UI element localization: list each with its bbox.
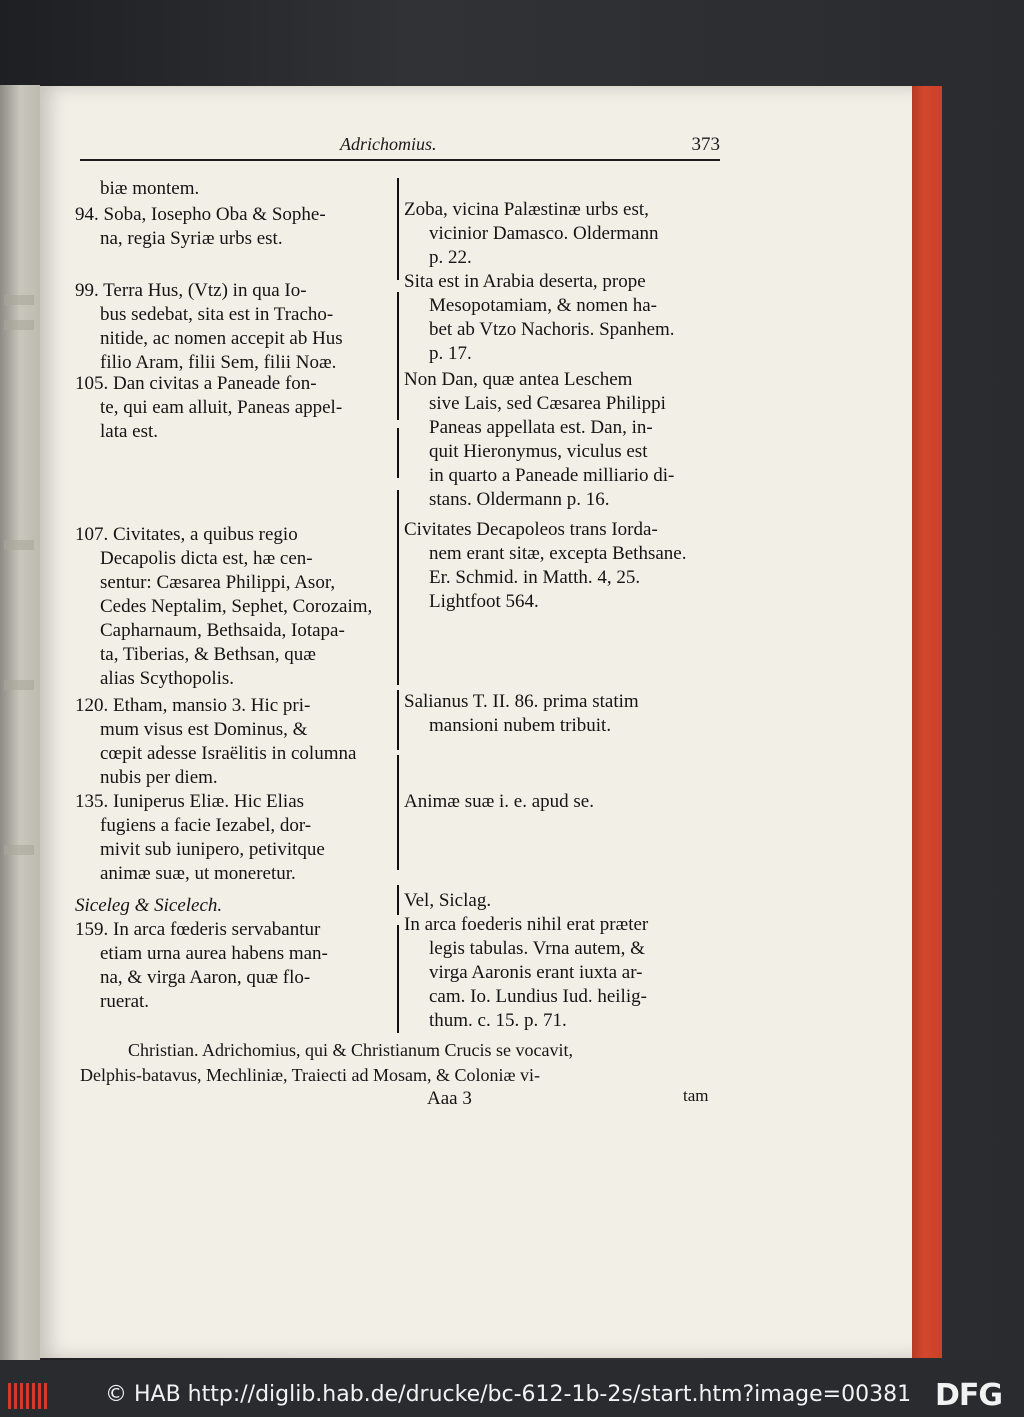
text-line: 105. Dan civitas a Paneade fon- [75, 373, 317, 394]
text-line: nubis per diem. [100, 767, 218, 788]
text-line: p. 22. [429, 247, 472, 268]
red-page-edge [912, 86, 942, 1358]
text-line: Siceleg & Sicelech. [75, 895, 223, 916]
text-line: na, regia Syriæ urbs est. [100, 228, 283, 249]
text-line: fugiens a facie Iezabel, dor- [100, 815, 312, 836]
text-line: virga Aaronis erant iuxta ar- [429, 962, 643, 983]
text-line: sive Lais, sed Cæsarea Philippi [429, 393, 666, 414]
text-line: nitide, ac nomen accepit ab Hus [100, 328, 343, 349]
text-line: cam. Io. Lundius Iud. heilig- [429, 986, 647, 1007]
text-line: 94. Soba, Iosepho Oba & Sophe- [75, 204, 326, 225]
left-entry [75, 279, 397, 375]
text-line: Christian. Adrichomius, qui & Christianum Crucis se vocavit, [128, 1040, 573, 1060]
signature-mark: Aaa 3 [427, 1088, 472, 1109]
text-line: biæ montem. [100, 178, 200, 199]
facing-page-edge [0, 85, 40, 1360]
text-line: alias Scythopolis. [100, 668, 235, 689]
text-line: vicinior Damasco. Oldermann [429, 223, 659, 244]
left-entry [75, 372, 397, 444]
text-line: Zoba, vicina Palæstinæ urbs est, [404, 199, 649, 220]
text-line: nem erant sitæ, excepta Bethsane. [429, 543, 687, 564]
text-line: legis tabulas. Vrna autem, & [429, 938, 645, 959]
source-link[interactable]: © HAB http://diglib.hab.de/drucke/bc-612-1b-2s/start.htm?image=00381 [105, 1382, 912, 1407]
viewer-footer [0, 1375, 1024, 1417]
text-line: etiam urna aurea habens man- [100, 943, 328, 964]
left-entry [75, 177, 397, 201]
right-entry [404, 198, 722, 270]
left-entry [75, 203, 397, 251]
text-line: Civitates Decapoleos trans Iorda- [404, 519, 658, 540]
page-number: 373 [691, 134, 720, 155]
column-divider [397, 292, 399, 380]
text-line: stans. Oldermann p. 16. [429, 489, 610, 510]
closing-paragraph [80, 1038, 720, 1088]
text-line: sentur: Cæsarea Philippi, Asor, [100, 572, 336, 593]
text-line: ta, Tiberias, & Bethsan, quæ [100, 644, 316, 665]
right-entry [404, 270, 722, 366]
text-line: Paneas appellata est. Dan, in- [429, 417, 653, 438]
right-entry [404, 518, 722, 614]
text-line: mivit sub iunipero, petivitque [100, 839, 325, 860]
text-line: Vel, Siclag. [404, 890, 492, 911]
right-entry [404, 913, 722, 1033]
text-line: Er. Schmid. in Matth. 4, 25. [429, 567, 641, 588]
catchword: tam [683, 1086, 709, 1105]
text-line: Delphis-batavus, Mechliniæ, Traiecti ad Mosam, & Coloniæ vi- [80, 1065, 540, 1085]
text-line: 107. Civitates, a quibus regio [75, 524, 298, 545]
text-line: ruerat. [100, 991, 150, 1012]
text-line: animæ suæ, ut moneretur. [100, 863, 296, 884]
text-line: 99. Terra Hus, (Vtz) in qua Io- [75, 280, 307, 301]
text-line: Decapolis dicta est, hæ cen- [100, 548, 313, 569]
header-rule [80, 159, 720, 161]
left-entry [75, 790, 397, 886]
text-line: thum. c. 15. p. 71. [429, 1010, 567, 1031]
text-line: cœpit adesse Israëlitis in columna [100, 743, 357, 764]
right-entry [404, 690, 722, 738]
column-divider [397, 625, 399, 685]
text-line: Animæ suæ i. e. apud se. [404, 791, 594, 812]
text-line: quit Hieronymus, viculus est [429, 441, 648, 462]
left-entry [75, 523, 397, 691]
column-divider [397, 885, 399, 915]
text-line: lata est. [100, 421, 159, 442]
text-line: mansioni nubem tribuit. [429, 715, 612, 736]
text-line: Capharnaum, Bethsaida, Iotapa- [100, 620, 345, 641]
column-divider [397, 370, 399, 420]
text-line: in quarto a Paneade milliario di- [429, 465, 675, 486]
column-divider [397, 690, 399, 750]
running-title: Adrichomius. [340, 134, 437, 154]
text-line: 159. In arca fœderis servabantur [75, 919, 321, 940]
right-entry [404, 889, 722, 913]
text-line: Sita est in Arabia deserta, prope [404, 271, 646, 292]
text-line: bet ab Vtzo Nachoris. Spanhem. [429, 319, 675, 340]
right-entry [404, 368, 722, 512]
text-line: Lightfoot 564. [429, 591, 539, 612]
column-divider [397, 490, 399, 630]
text-line: p. 17. [429, 343, 472, 364]
column-divider [397, 178, 399, 280]
dfg-logo: DFG [935, 1378, 1003, 1413]
text-line: Cedes Neptalim, Sephet, Corozaim, [100, 596, 373, 617]
text-line: te, qui eam alluit, Paneas appel- [100, 397, 343, 418]
text-line: mum visus est Dominus, & [100, 719, 308, 740]
left-entry [75, 894, 397, 918]
text-line: bus sedebat, sita est in Tracho- [100, 304, 334, 325]
text-line: filio Aram, filii Sem, filii Noæ. [100, 352, 337, 373]
text-line: na, & virga Aaron, quæ flo- [100, 967, 311, 988]
column-divider [397, 755, 399, 870]
left-entry [75, 694, 397, 790]
text-line: 135. Iuniperus Eliæ. Hic Elias [75, 791, 305, 812]
right-entry [404, 790, 722, 814]
text-line: 120. Etham, mansio 3. Hic pri- [75, 695, 311, 716]
column-divider [397, 428, 399, 478]
text-line: Salianus T. II. 86. prima statim [404, 691, 639, 712]
left-entry [75, 918, 397, 1014]
column-divider [397, 925, 399, 1033]
text-line: Non Dan, quæ antea Leschem [404, 369, 633, 390]
page-header [340, 134, 720, 158]
text-line: In arca foederis nihil erat præter [404, 914, 649, 935]
barcode-icon [8, 1383, 48, 1409]
text-line: Mesopotamiam, & nomen ha- [429, 295, 657, 316]
